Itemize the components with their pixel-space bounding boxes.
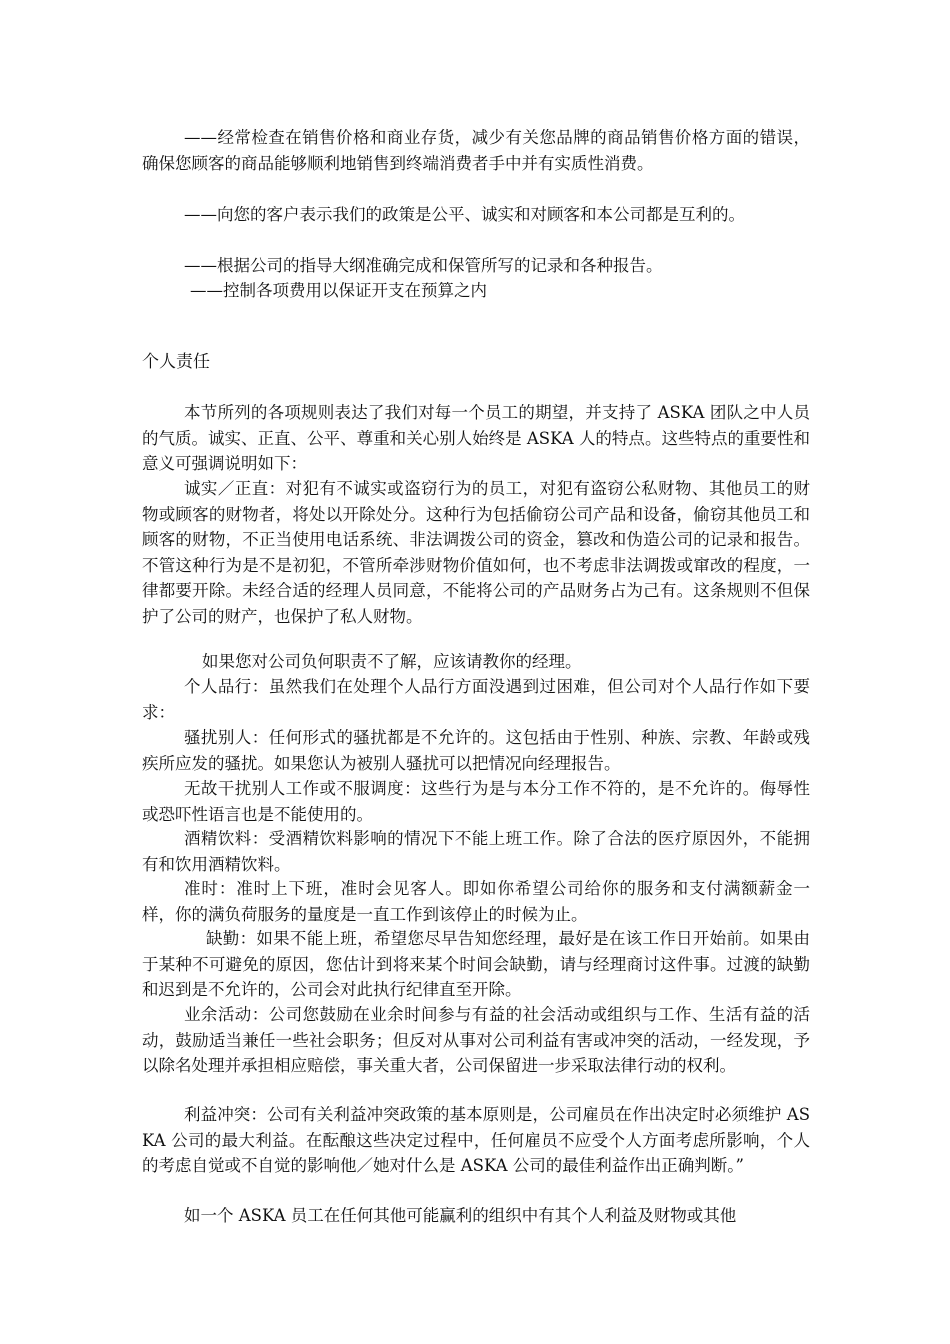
paragraph-harassment: 骚扰别人：任何形式的骚扰都是不允许的。这包括由于性别、种族、宗教、年龄或残疾所应发的骚扰。如果您认为被别人骚扰可以把情况向经理报告。 bbox=[142, 728, 810, 773]
bullet-control-costs: ——控制各项费用以保证开支在预算之内 bbox=[190, 281, 487, 300]
paragraph-personal-interest: 如一个 ASKA 员工在任何其他可能赢利的组织中有其个人利益及财物或其他 bbox=[184, 1206, 737, 1225]
paragraph-alcohol: 酒精饮料：受酒精饮料影响的情况下不能上班工作。除了合法的医疗原因外，不能拥有和饮用酒精饮料。 bbox=[142, 829, 810, 874]
paragraph-honesty: 诚实／正直：对犯有不诚实或盗窃行为的员工，对犯有盗窃公私财物、其他员工的财物或顾客的财物者，将处以开除处分。这种行为包括偷窃公司产品和设备，偷窃其他员工和顾客的财物，不正当使用电话系统、非法调拨公司的资金，篡改和伪造公司的记录和报告。不管这种行为是不是初犯，不管所牵涉财物价值如何，也不考虑非法调拨或窜改的程度，一律都要开除。未经合适的经理人员同意，不能将公司的产品财务占为己有。这条规则不但保护了公司的财产，也保护了私人财物。 bbox=[142, 479, 810, 626]
paragraph-punctuality: 准时：准时上下班，准时会见客人。即如你希望公司给你的服务和支付满额薪金一样，你的满负荷服务的量度是一直工作到该停止的时候为止。 bbox=[142, 879, 810, 924]
bullet-check-prices: ——经常检查在销售价格和商业存货，减少有关您品牌的商品销售价格方面的错误，确保您顾客的商品能够顺利地销售到终端消费者手中并有实质性消费。 bbox=[142, 128, 810, 173]
section-title: 个人责任 bbox=[142, 352, 210, 372]
bullet-records-reports: ——根据公司的指导大纲准确完成和保管所写的记录和各种报告。 bbox=[184, 256, 663, 275]
paragraph-interference: 无故干扰别人工作或不服调度：这些行为是与本分工作不符的，是不允许的。侮辱性或恐吓性语言也是不能使用的。 bbox=[142, 779, 810, 824]
paragraph-ask-manager: 如果您对公司负何职责不了解，应该请教你的经理。 bbox=[202, 652, 582, 671]
bullet-fair-policy: ——向您的客户表示我们的政策是公平、诚实和对顾客和本公司都是互利的。 bbox=[184, 205, 745, 224]
paragraph-personal-conduct: 个人品行：虽然我们在处理个人品行方面没遇到过困难，但公司对个人品行作如下要求： bbox=[142, 677, 810, 722]
paragraph-intro: 本节所列的各项规则表达了我们对每一个员工的期望，并支持了 ASKA 团队之中人员的气质。诚实、正直、公平、尊重和关心别人始终是 ASKA 人的特点。这些特点的重要性和意义可强调说明如下： bbox=[142, 403, 810, 473]
paragraph-absence: 缺勤：如果不能上班，希望您尽早告知您经理，最好是在该工作日开始前。如果由于某种不可避免的原因，您估计到将来某个时间会缺勤，请与经理商讨这件事。过渡的缺勤和迟到是不允许的，公司会对此执行纪律直至开除。 bbox=[142, 929, 810, 999]
paragraph-outside-activities: 业余活动：公司您鼓励在业余时间参与有益的社会活动或组织与工作、生活有益的活动，鼓励适当兼任一些社会职务；但反对从事对公司利益有害或冲突的活动，一经发现，予以除名处理并承担相应赔偿，事关重大者，公司保留进一步采取法律行动的权利。 bbox=[142, 1005, 810, 1075]
paragraph-conflict-of-interest: 利益冲突：公司有关利益冲突政策的基本原则是，公司雇员在作出决定时必须维护 ASKA 公司的最大利益。在酝酿这些决定过程中，任何雇员不应受个人方面考虑所影响，个人的考虑自觉或不自觉的影响他／她对什么是 ASKA 公司的最佳利益作出正确判断。” bbox=[142, 1105, 810, 1175]
